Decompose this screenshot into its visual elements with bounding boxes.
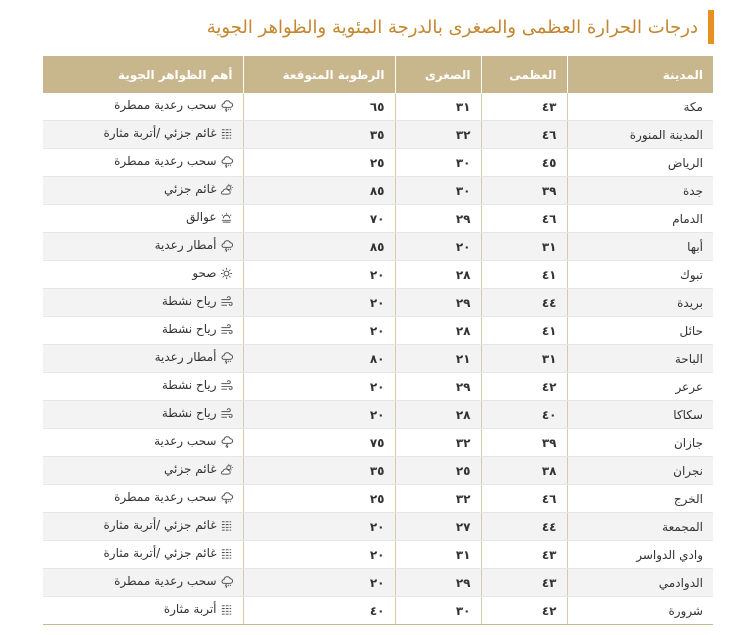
cell-max: ٤٢	[481, 597, 567, 625]
cell-max: ٤٦	[481, 205, 567, 233]
condition-label: غائم جزئي	[164, 462, 217, 477]
table-row	[43, 597, 713, 625]
cell-phenomena	[43, 93, 243, 121]
table-row	[43, 541, 713, 569]
table-row	[43, 569, 713, 597]
cell-min: ٢٨	[395, 401, 481, 429]
title-accent-bar	[708, 10, 714, 44]
cell-humidity: ٢٠	[243, 373, 395, 401]
cell-max: ٤٦	[481, 121, 567, 149]
cell-humidity: ٧٠	[243, 205, 395, 233]
table-row	[43, 233, 713, 261]
thunder-cloud-rain-icon	[220, 491, 233, 504]
partly-cloudy-icon	[220, 463, 233, 476]
table-row	[43, 345, 713, 373]
partly-cloudy-icon	[220, 183, 233, 196]
table-row	[43, 429, 713, 457]
wind-icon	[220, 295, 233, 308]
table-row	[43, 513, 713, 541]
cell-humidity: ٣٥	[243, 121, 395, 149]
thunder-cloud-rain-icon	[220, 351, 233, 364]
table-row	[43, 289, 713, 317]
cell-phenomena	[43, 597, 243, 625]
thunder-cloud-icon	[220, 435, 233, 448]
cell-phenomena	[43, 289, 243, 317]
table-row	[43, 149, 713, 177]
table-row	[43, 373, 713, 401]
cell-city: الخرج	[567, 485, 713, 513]
cell-city: شرورة	[567, 597, 713, 625]
cell-max: ٣٨	[481, 457, 567, 485]
cell-city: الرياض	[567, 149, 713, 177]
cell-phenomena	[43, 317, 243, 345]
cell-phenomena	[43, 233, 243, 261]
table-row	[43, 177, 713, 205]
cell-phenomena	[43, 261, 243, 289]
condition-label: أمطار رعدية	[154, 350, 217, 365]
table-row	[43, 457, 713, 485]
cell-city: سكاكا	[567, 401, 713, 429]
cell-min: ٣٢	[395, 429, 481, 457]
cell-humidity: ٢٠	[243, 541, 395, 569]
cell-max: ٤٤	[481, 289, 567, 317]
table-body	[43, 93, 713, 625]
cell-humidity: ٧٥	[243, 429, 395, 457]
condition-label: رياح نشطة	[161, 378, 217, 393]
cell-max: ٣١	[481, 233, 567, 261]
dust-haze-icon	[220, 519, 233, 532]
cell-phenomena	[43, 345, 243, 373]
cell-humidity: ٢٠	[243, 401, 395, 429]
cell-max: ٤٤	[481, 513, 567, 541]
cell-max: ٣٩	[481, 177, 567, 205]
cell-humidity: ٨٠	[243, 345, 395, 373]
cell-min: ٢١	[395, 345, 481, 373]
cell-min: ٣٠	[395, 177, 481, 205]
dust-haze-icon	[220, 547, 233, 560]
cell-city: وادي الدواسر	[567, 541, 713, 569]
cell-max: ٤٦	[481, 485, 567, 513]
wind-icon	[220, 323, 233, 336]
cell-humidity: ٢٠	[243, 513, 395, 541]
header-city: المدينة	[567, 56, 713, 93]
page-title-block	[207, 10, 714, 44]
cell-min: ٢٨	[395, 317, 481, 345]
cell-phenomena	[43, 401, 243, 429]
cell-city: الدمام	[567, 205, 713, 233]
wind-icon	[220, 379, 233, 392]
condition-label: رياح نشطة	[161, 406, 217, 421]
table-row	[43, 261, 713, 289]
cell-phenomena	[43, 429, 243, 457]
condition-label: غائم جزئي	[164, 182, 217, 197]
cell-humidity: ٢٥	[243, 485, 395, 513]
cell-phenomena	[43, 373, 243, 401]
cell-phenomena	[43, 149, 243, 177]
cell-city: حائل	[567, 317, 713, 345]
header-humidity: الرطوبة المتوقعة	[243, 56, 395, 93]
condition-label: غائم جزئي /أتربة مثارة	[103, 126, 217, 141]
thunder-cloud-rain-icon	[220, 99, 233, 112]
cell-min: ٣٢	[395, 121, 481, 149]
cell-max: ٣٩	[481, 429, 567, 457]
cell-humidity: ٦٥	[243, 93, 395, 121]
header-phenomena: أهم الظواهر الجوية	[43, 56, 243, 93]
cell-min: ٢٧	[395, 513, 481, 541]
cell-city: جدة	[567, 177, 713, 205]
cell-min: ٢٩	[395, 289, 481, 317]
sun-icon	[220, 267, 233, 280]
condition-label: سحب رعدية ممطرة	[114, 98, 217, 113]
cell-phenomena	[43, 485, 243, 513]
condition-label: أتربة مثارة	[163, 602, 217, 617]
table-row	[43, 93, 713, 121]
cell-min: ٢٠	[395, 233, 481, 261]
cell-humidity: ٣٥	[243, 457, 395, 485]
cell-phenomena	[43, 569, 243, 597]
cell-phenomena	[43, 541, 243, 569]
cell-max: ٤٥	[481, 149, 567, 177]
cell-city: مكة	[567, 93, 713, 121]
dust-haze-icon	[220, 127, 233, 140]
table-row	[43, 401, 713, 429]
cell-phenomena	[43, 457, 243, 485]
cell-min: ٢٨	[395, 261, 481, 289]
page-title: درجات الحرارة العظمى والصغرى بالدرجة المئوية والظواهر الجوية	[206, 16, 698, 38]
cell-humidity: ٢٠	[243, 289, 395, 317]
condition-label: أمطار رعدية	[154, 238, 217, 253]
cell-city: نجران	[567, 457, 713, 485]
weather-table	[43, 56, 713, 625]
cell-city: الباحة	[567, 345, 713, 373]
cell-humidity: ٨٥	[243, 233, 395, 261]
condition-label: سحب رعدية ممطرة	[114, 574, 217, 589]
condition-label: صحو	[192, 266, 217, 281]
cell-city: الدوادمي	[567, 569, 713, 597]
cell-min: ٣١	[395, 93, 481, 121]
cell-humidity: ٢٠	[243, 569, 395, 597]
cell-min: ٢٩	[395, 205, 481, 233]
cell-city: بريدة	[567, 289, 713, 317]
cell-min: ٢٥	[395, 457, 481, 485]
cell-min: ٣٢	[395, 485, 481, 513]
cell-phenomena	[43, 177, 243, 205]
table-header-row	[43, 56, 713, 93]
cell-phenomena	[43, 513, 243, 541]
wind-icon	[220, 407, 233, 420]
cell-humidity: ٢٥	[243, 149, 395, 177]
cell-city: المدينة المنورة	[567, 121, 713, 149]
table-row	[43, 121, 713, 149]
cell-max: ٤٣	[481, 93, 567, 121]
cell-city: عرعر	[567, 373, 713, 401]
cell-min: ٢٩	[395, 569, 481, 597]
table-row	[43, 205, 713, 233]
condition-label: غائم جزئي /أتربة مثارة	[103, 546, 217, 561]
cell-max: ٤٢	[481, 373, 567, 401]
cell-min: ٣١	[395, 541, 481, 569]
header-max: العظمى	[481, 56, 567, 93]
hazy-sun-icon	[220, 211, 233, 224]
condition-label: سحب رعدية ممطرة	[114, 490, 217, 505]
cell-city: أبها	[567, 233, 713, 261]
cell-max: ٤٠	[481, 401, 567, 429]
thunder-cloud-rain-icon	[220, 575, 233, 588]
condition-label: عوالق	[186, 210, 217, 225]
cell-max: ٤١	[481, 317, 567, 345]
cell-phenomena	[43, 205, 243, 233]
condition-label: رياح نشطة	[161, 322, 217, 337]
cell-min: ٢٩	[395, 373, 481, 401]
table-row	[43, 317, 713, 345]
thunder-cloud-rain-icon	[220, 155, 233, 168]
condition-label: رياح نشطة	[161, 294, 217, 309]
cell-min: ٣٠	[395, 597, 481, 625]
header-min: الصغرى	[395, 56, 481, 93]
cell-city: تبوك	[567, 261, 713, 289]
condition-label: سحب رعدية	[154, 434, 217, 449]
condition-label: غائم جزئي /أتربة مثارة	[103, 518, 217, 533]
cell-city: جازان	[567, 429, 713, 457]
cell-humidity: ٢٠	[243, 317, 395, 345]
cell-humidity: ٤٠	[243, 597, 395, 625]
cell-min: ٣٠	[395, 149, 481, 177]
dust-haze-icon	[220, 603, 233, 616]
cell-city: المجمعة	[567, 513, 713, 541]
cell-humidity: ٢٠	[243, 261, 395, 289]
cell-phenomena	[43, 121, 243, 149]
condition-label: سحب رعدية ممطرة	[114, 154, 217, 169]
thunder-cloud-rain-icon	[220, 239, 233, 252]
cell-humidity: ٨٥	[243, 177, 395, 205]
cell-max: ٤٣	[481, 541, 567, 569]
cell-max: ٤٣	[481, 569, 567, 597]
table-row	[43, 485, 713, 513]
cell-max: ٤١	[481, 261, 567, 289]
cell-max: ٣١	[481, 345, 567, 373]
